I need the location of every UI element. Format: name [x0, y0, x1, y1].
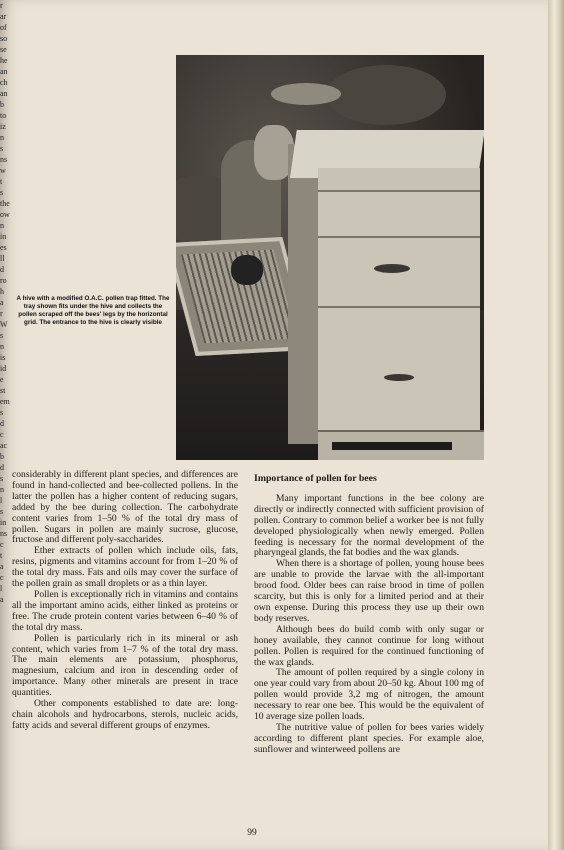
text-fragment: n: [0, 221, 4, 230]
beekeeper-hat: [271, 83, 341, 105]
section-heading: Importance of pollen for bees: [254, 473, 377, 484]
text-fragment: ro: [0, 276, 7, 285]
text-fragment: c: [0, 540, 4, 549]
text-fragment: a: [0, 562, 4, 571]
text-fragment: b: [0, 100, 4, 109]
text-fragment: d: [0, 463, 4, 472]
text-fragment: ll: [0, 254, 5, 263]
text-fragment: st: [0, 386, 6, 395]
text-fragment: em: [0, 397, 10, 406]
text-fragment: s: [0, 144, 4, 153]
text-fragment: l: [0, 496, 3, 505]
text-fragment: of: [0, 23, 7, 32]
text-fragment: r: [0, 1, 3, 10]
text-fragment: d: [0, 419, 4, 428]
paragraph: Ether extracts of pollen which include oils, fats, resins, pigments and vitamins account for from 1–20 % of the total dry mass. Fats and oils may cover the surface of the pollen grain as small droplets or as a thin layer.: [12, 545, 238, 590]
text-fragment: es: [0, 243, 7, 252]
text-fragment: he: [0, 56, 8, 65]
text-fragment: ch: [0, 78, 8, 87]
text-fragment: s: [0, 507, 4, 516]
right-column-body: [254, 494, 484, 756]
text-fragment: ow: [0, 210, 10, 219]
text-fragment: a: [0, 298, 4, 307]
beehive: [288, 130, 483, 460]
text-fragment: s: [0, 188, 4, 197]
text-fragment: c: [0, 573, 4, 582]
text-fragment: so: [0, 34, 8, 43]
paragraph: Pollen is exceptionally rich in vitamins and contains all the important amino acids, either linked as proteins or free. The crude protein content varies between 6–40 % of the total dry mass.: [12, 588, 238, 633]
text-fragment: in: [0, 518, 7, 527]
text-fragment: b: [0, 452, 4, 461]
text-fragment: n: [0, 485, 4, 494]
text-fragment: ar: [0, 12, 7, 21]
text-fragment: ns: [0, 529, 8, 538]
paragraph: The nutritive value of pollen for bees varies widely according to different plant species. For example aloe, sunflower and winterweed pollens are: [254, 721, 484, 755]
text-fragment: in: [0, 232, 7, 241]
text-fragment: t: [0, 551, 3, 560]
text-fragment: s: [0, 408, 4, 417]
page-number: 99: [247, 828, 257, 838]
text-fragment: the: [0, 199, 10, 208]
paragraph: Although bees do build comb with only sugar or honey available, they cannot continue for long without pollen. Pollen is required for the continued functioning of the wax glands.: [254, 623, 484, 668]
right-text-column: [254, 470, 484, 756]
paragraph: When there is a shortage of pollen, young house bees are unable to provide the larvae with the all-important brood food. Older bees can raise brood in time of pollen scarcity, but this is only for a limited period and at their own expense. During this process they use up their own body reserves.: [254, 558, 484, 624]
text-fragment: an: [0, 67, 8, 76]
text-fragment: e: [0, 375, 4, 384]
text-fragment: ns: [0, 155, 8, 164]
hive-lid-front: [318, 168, 480, 190]
paragraph: Other components established to date are: long-chain alcohols and hydrocarbons, sterols, nucleic acids, fatty acids and several different groups of enzymes.: [12, 698, 238, 731]
text-fragment: l: [0, 584, 3, 593]
text-fragment: s: [0, 474, 4, 483]
paragraph: Pollen is particularly rich in its mineral or ash content, which varies from 1–7 % of the total dry mass. The main elements are potassium, phosphorus, magnesium, calcium and iron in descending order of importance. Many other minerals are present in trace quantities.: [12, 632, 238, 699]
paragraph: considerably in different plant species, and differences are found in hand-collected and bee-collected pollens. In the latter the pollen has a higher content of reducing sugars, added by the bee during collection. The carbohydrate content varies from 1–50 % of the total dry mass of pollen. Sugars in pollen are mainly sucrose, glucose, fructose and different poly-saccharides.: [12, 469, 238, 546]
text-fragment: is: [0, 353, 6, 362]
hive-hand-hole: [374, 264, 410, 273]
text-fragment: s: [0, 331, 4, 340]
hive-entrance: [332, 442, 452, 450]
text-fragment: iz: [0, 122, 6, 131]
text-fragment: W: [0, 320, 8, 329]
photo-shrub: [326, 65, 446, 125]
text-fragment: n: [0, 342, 4, 351]
paragraph: Many important functions in the bee colony are directly or indirectly connected with sufficient provision of pollen. Contrary to common belief a worker bee is not fully developed physiologically when newly emerged. Pollen feeding is necessary for the normal development of the pharyngeal glands, the fat bodies and the wax glands.: [254, 492, 484, 559]
page-edge: [548, 0, 564, 850]
beekeeper-glove: [231, 255, 263, 285]
hive-hand-hole: [384, 374, 414, 381]
figure-caption: A hive with a modified O.A.C. pollen trap fitted. The tray shown fits under the hive and collects the pollen scraped off the bees' legs by the horizontal grid. The entrance to the hive is clearly visible: [16, 295, 170, 326]
hive-brood-box: [318, 306, 480, 432]
text-fragment: t: [0, 177, 3, 186]
beehive-photo: [176, 55, 484, 460]
text-fragment: to: [0, 111, 7, 120]
text-fragment: ac: [0, 441, 8, 450]
text-fragment: an: [0, 89, 8, 98]
text-fragment: a: [0, 595, 4, 604]
text-fragment: h: [0, 287, 4, 296]
paragraph: The amount of pollen required by a single colony in one year could vary from about 20–50 kg. About 100 mg of pollen would provide 3,2 mg of nitrogen, the amount necessary to rear one bee. This would be the equivalent of 10 average size pollen loads.: [254, 667, 484, 723]
text-fragment: w: [0, 166, 6, 175]
hive-super-box: [318, 190, 480, 238]
text-fragment: n: [0, 133, 4, 142]
text-fragment: r: [0, 309, 3, 318]
text-fragment: id: [0, 364, 7, 373]
text-fragment: se: [0, 45, 7, 54]
hive-side: [288, 144, 320, 444]
text-fragment: d: [0, 265, 4, 274]
left-text-column: [12, 470, 238, 732]
text-fragment: c: [0, 430, 4, 439]
